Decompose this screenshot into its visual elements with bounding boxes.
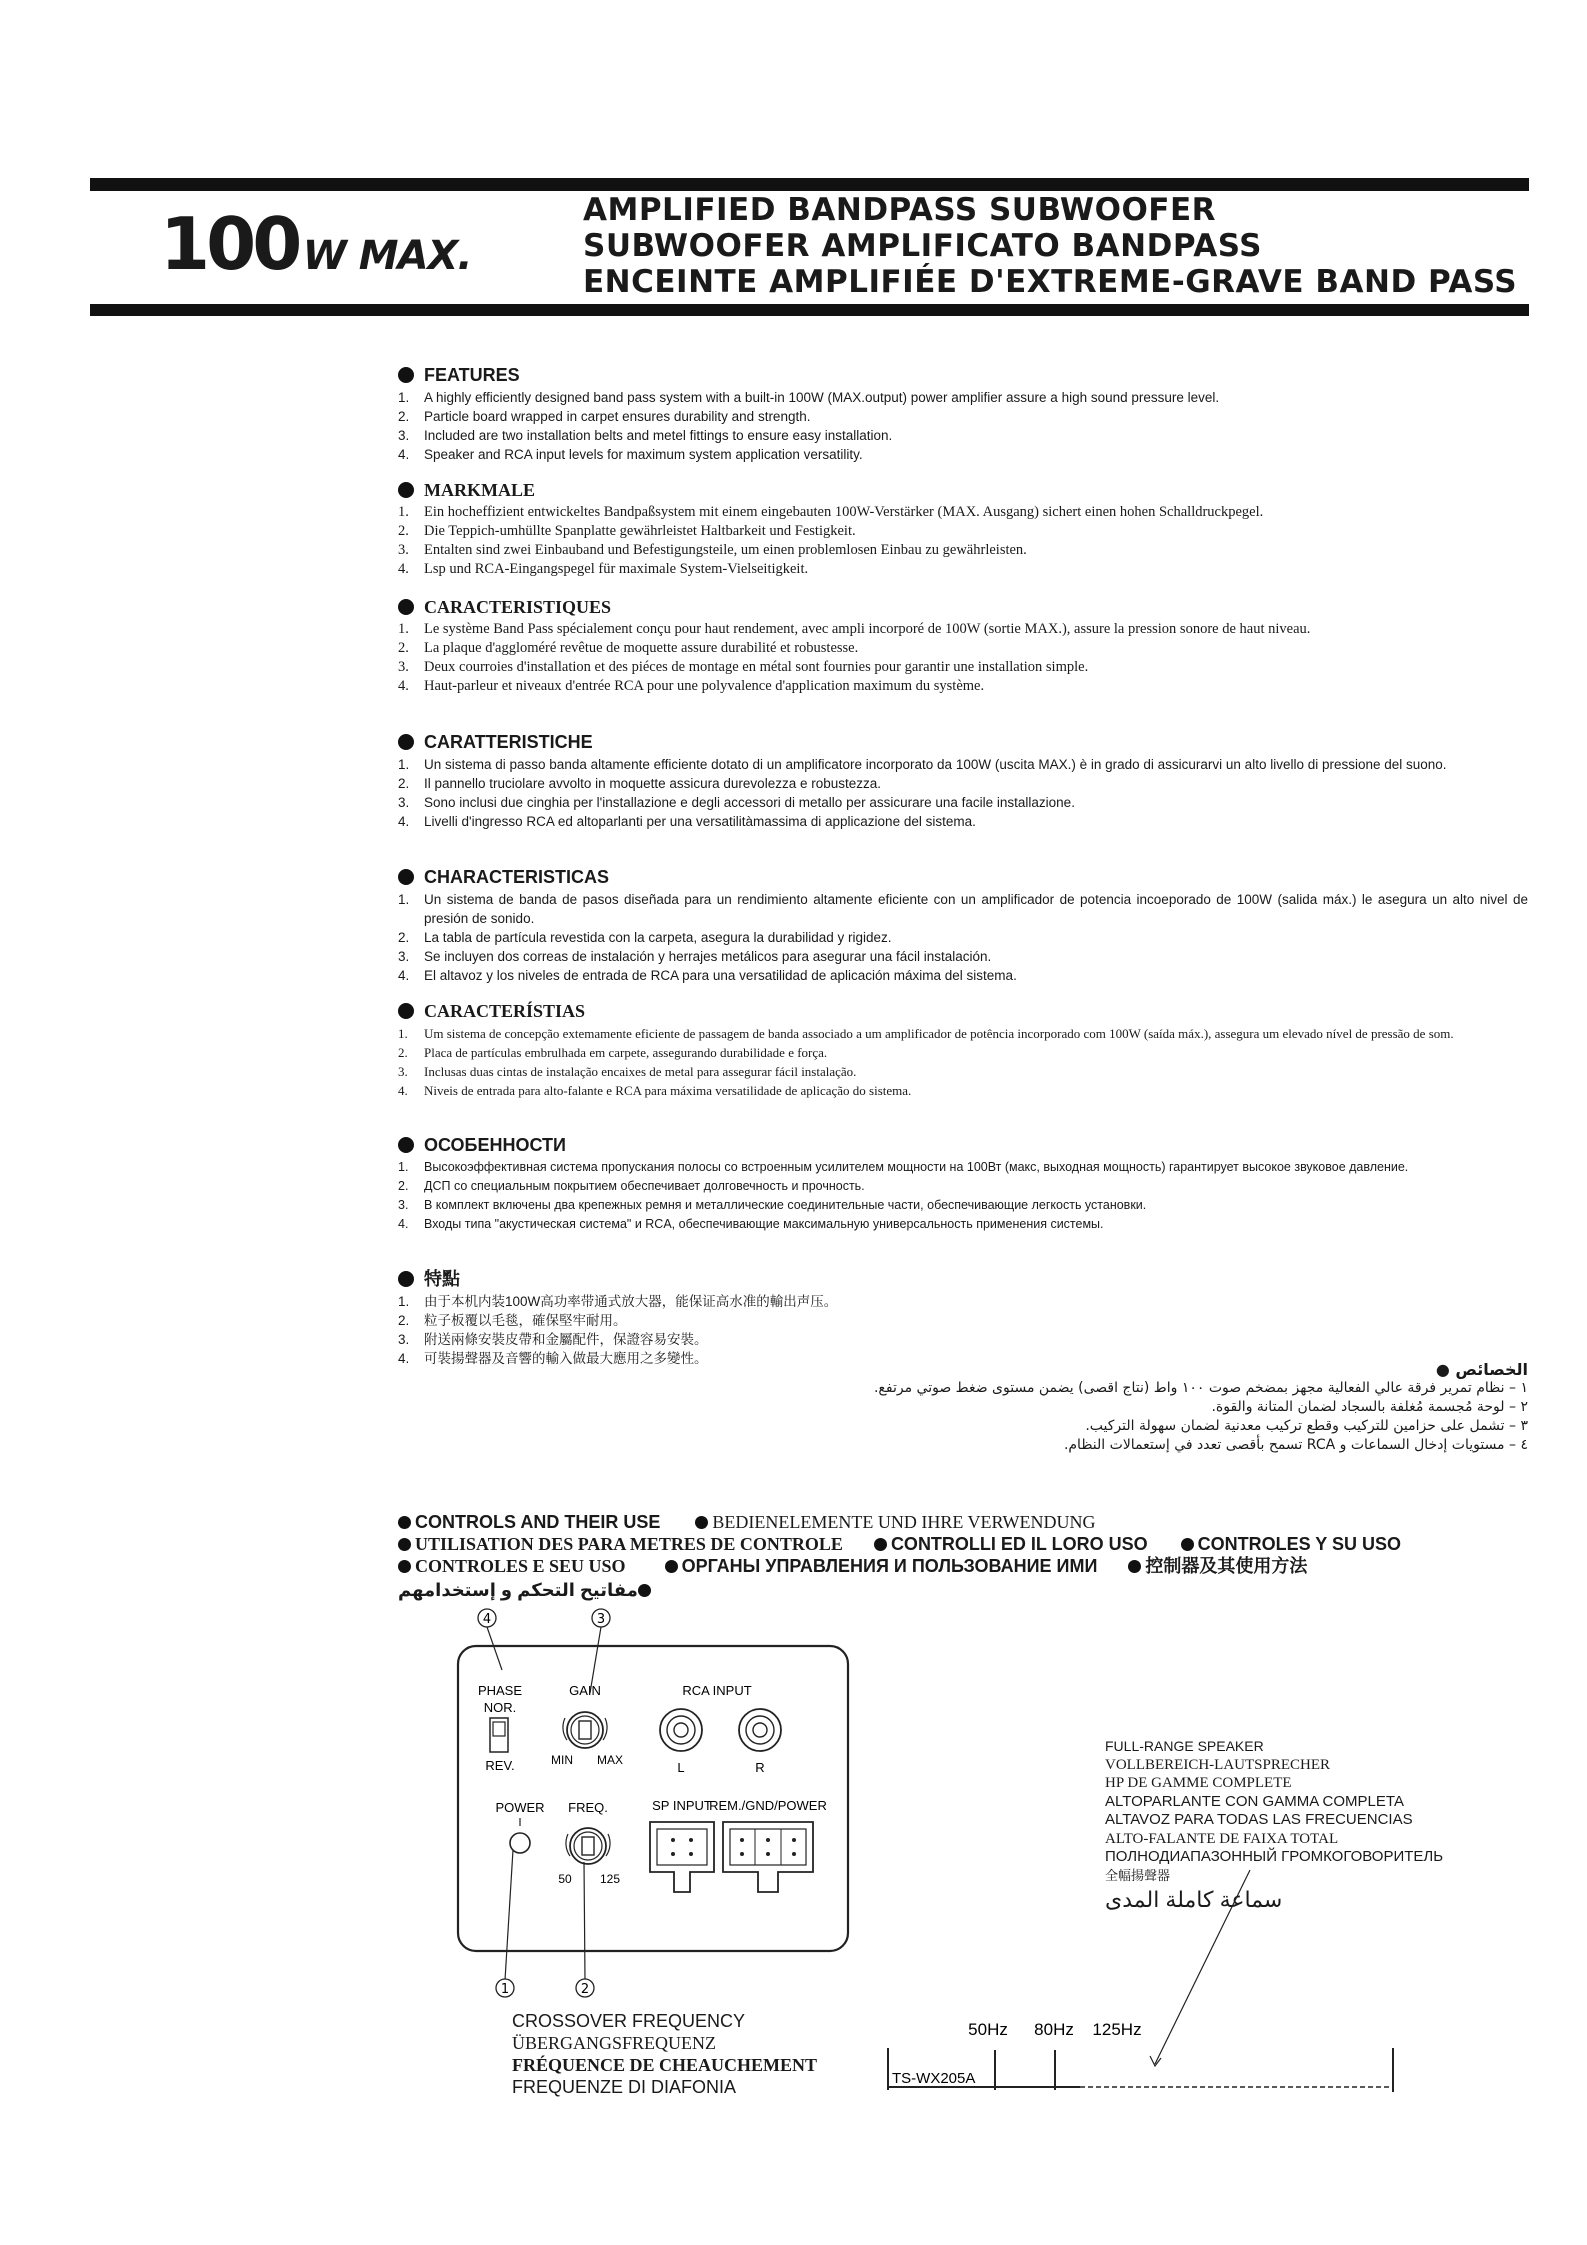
power-unit: W MAX. bbox=[302, 233, 472, 279]
crossover-line: FRÉQUENCE DE CHEAUCHEMENT bbox=[512, 2055, 818, 2075]
freq-125hz-label: 125Hz bbox=[1092, 2020, 1142, 2039]
list-item: 3. В комплект включены два крепежных ремня и металлические соединительные части, обеспечивающие легкость установки. bbox=[398, 1198, 1147, 1212]
list-item: 2. ДСП со специальным покрытием обеспечивает долговечность и прочность. bbox=[398, 1179, 865, 1193]
list-item: 1. 由于本机内装100W高功率带通式放大器，能保证高水准的輸出声压。 bbox=[398, 1294, 838, 1309]
legend-line: 全幅揚聲器 bbox=[1105, 1867, 1171, 1883]
freq-knob[interactable] bbox=[566, 1828, 610, 1864]
list-item: ٤ – مستويات إدخال السماعات و RCA تسمح بأقصى تعدد في إستعمالات النظام. bbox=[1063, 1437, 1528, 1453]
list-item: 4. Lsp und RCA-Eingangspegel für maximale System-Vielseitigkeit. bbox=[398, 561, 809, 577]
rca-input-label: RCA INPUT bbox=[682, 1683, 752, 1698]
callout-4 bbox=[478, 1609, 502, 1670]
list-item: 4. El altavoz y los niveles de entrada de RCA para una versatilidad de aplicación máxima del sistema. bbox=[398, 968, 1017, 983]
list-item: 2. Il pannello truciolare avvolto in moquette assicura durevolezza e robustezza. bbox=[398, 776, 882, 791]
callout-2 bbox=[576, 1862, 594, 1997]
legend-line: HP DE GAMME COMPLETE bbox=[1105, 1775, 1292, 1791]
list-item: 3. Inclusas duas cintas de instalação encaixes de metal para assegurar fácil instalação. bbox=[398, 1064, 857, 1079]
list-item: 3. 附送兩條安裝皮帶和金屬配件，保證容易安裝。 bbox=[398, 1332, 708, 1347]
section-heading: CARACTERISTIQUES bbox=[398, 596, 1528, 618]
gain-min-label: MIN bbox=[551, 1753, 573, 1767]
controls-heading: CONTROLLI ED IL LORO USO bbox=[890, 1534, 1148, 1554]
freq-label: FREQ. bbox=[568, 1800, 608, 1815]
section-markmale bbox=[398, 479, 1528, 579]
controls-heading: CONTROLS AND THEIR USE bbox=[415, 1512, 661, 1532]
rca-left-label: L bbox=[677, 1760, 685, 1775]
rev-label: REV. bbox=[485, 1758, 515, 1773]
list-item: 4. Входы типа "акустическая система" и RCA, обеспечивающие максимальную универсальность применения системы. bbox=[398, 1217, 1104, 1231]
svg-text:1: 1 bbox=[500, 1982, 510, 1997]
rca-right-label: R bbox=[755, 1760, 765, 1775]
list-item: 1. Un sistema de banda de pasos diseñada para un rendimiento altamente eficiente con un amplificador de potencia incoeporado de 100W (salida máx.) le asegura un alto nivel de presión de sonido. bbox=[398, 892, 1528, 926]
power-rating bbox=[160, 202, 472, 286]
callout-1 bbox=[496, 1850, 514, 1997]
list-item: 2. Placa de partículas embrulhada em carpete, assegurando durabilidade e força. bbox=[398, 1045, 828, 1060]
list-item: 3. Sono inclusi due cinghia per l'installazione e degli accessori di metallo per assicurare una facile installazione. bbox=[398, 795, 1075, 810]
list-item: 1. Высокоэффективная система пропускания полосы со встроенным усилителем мощности на 100Вт (макс, выходная мощность) гарантирует высокое звуковое давление. bbox=[398, 1160, 1409, 1174]
gain-label: GAIN bbox=[569, 1683, 601, 1698]
section-osobennosti bbox=[398, 1134, 1528, 1234]
gain-knob[interactable] bbox=[563, 1712, 607, 1748]
power-value: 100 bbox=[160, 202, 299, 286]
phase-switch-knob bbox=[493, 1722, 505, 1736]
controls-heading: UTILISATION DES PARA METRES DE CONTROLE bbox=[415, 1534, 843, 1554]
legend-line: ALTOPARLANTE CON GAMMA COMPLETA bbox=[1105, 1792, 1404, 1810]
svg-text:3: 3 bbox=[596, 1612, 606, 1627]
control-panel-diagram bbox=[440, 1600, 860, 2000]
title-french: ENCEINTE AMPLIFIÉE D'EXTREME-GRAVE BAND PASS bbox=[583, 264, 1518, 300]
section-caracteristiques bbox=[398, 596, 1528, 696]
section-features bbox=[398, 364, 1528, 464]
controls-heading-row-2 bbox=[398, 1533, 1431, 1555]
legend-line: ALTAVOZ PARA TODAS LAS FRECUENCIAS bbox=[1105, 1811, 1413, 1828]
section-heading: CHARACTERISTICAS bbox=[398, 866, 1528, 888]
section-heading: 特點 bbox=[398, 1268, 1528, 1290]
legend-line: FULL-RANGE SPEAKER bbox=[1105, 1738, 1264, 1754]
power-connector[interactable] bbox=[723, 1822, 813, 1892]
list-item: 4. Livelli d'ingresso RCA ed altoparlanti per una versatilitàmassima di applicazione del sistema. bbox=[398, 814, 976, 829]
callout-3 bbox=[590, 1609, 610, 1693]
section-caracteristias bbox=[398, 1000, 1528, 1100]
rca-jack-left[interactable] bbox=[660, 1709, 702, 1751]
controls-heading: مفاتيح التحكم و إستخدامهم bbox=[398, 1580, 638, 1600]
freq-80hz-label: 80Hz bbox=[1034, 2020, 1074, 2039]
svg-text:4: 4 bbox=[482, 1612, 492, 1627]
list-item: 4. Speaker and RCA input levels for maximum system application versatility. bbox=[398, 447, 863, 462]
crossover-line: FREQUENZE DI DIAFONIA bbox=[512, 2077, 737, 2097]
section-arabic bbox=[700, 1360, 1528, 1455]
list-item: 2. Particle board wrapped in carpet ensures durability and strength. bbox=[398, 409, 811, 424]
list-item: 3. Deux courroies d'installation et des piéces de montage en métal sont fournies pour garantir une installation simple. bbox=[398, 659, 1089, 675]
legend-line: ПОЛНОДИАПАЗОННЫЙ ГРОМКОГОВОРИТЕЛЬ bbox=[1105, 1848, 1444, 1865]
list-item: 2. 粒子板覆以毛毯，確保堅牢耐用。 bbox=[398, 1313, 627, 1328]
section-heading: الخصائص ● bbox=[1435, 1360, 1528, 1379]
frequency-scale bbox=[880, 1830, 1400, 2100]
title-italian: SUBWOOFER AMPLIFICATO BANDPASS bbox=[583, 228, 1262, 264]
section-heading: ОСОБЕННОСТИ bbox=[398, 1134, 1528, 1156]
section-caratteristiche bbox=[398, 731, 1528, 831]
list-item: 2. La plaque d'aggloméré revêtue de moquette assure durabilité et robustesse. bbox=[398, 640, 859, 656]
crossover-labels bbox=[512, 2010, 817, 2098]
section-heading: MARKMALE bbox=[398, 479, 1528, 501]
controls-heading: CONTROLES E SEU USO bbox=[415, 1556, 626, 1576]
list-item: 1. Un sistema di passo banda altamente efficiente dotato di un amplificatore incorporato da 100W (uscita MAX.) è in grado di assicurarvi un alto livello di pressione del suono. bbox=[398, 757, 1447, 772]
legend-line: سماعة كاملة المدى bbox=[1105, 1887, 1283, 1912]
legend-line: VOLLBEREICH-LAUTSPRECHER bbox=[1105, 1756, 1330, 1773]
header-bottom-rule bbox=[90, 304, 1529, 316]
sp-input-label: SP INPUT bbox=[652, 1798, 712, 1813]
power-label: POWER bbox=[495, 1800, 545, 1815]
list-item: 4. 可裝揚聲器及音響的輸入做最大應用之多變性。 bbox=[398, 1351, 708, 1366]
svg-text:2: 2 bbox=[580, 1982, 590, 1997]
header-top-rule bbox=[90, 178, 1529, 191]
section-heading: CARACTERÍSTIAS bbox=[398, 1000, 1528, 1022]
list-item: 1. Ein hocheffizient entwickeltes Bandpaßsystem mit einem eingebauten 100W-Verstärker (MAX. Ausgang) sichert einen hohen Schalldruckpegel. bbox=[398, 504, 1264, 520]
phase-label: PHASE bbox=[477, 1683, 523, 1698]
crossover-line: ÜBERGANGSFREQUENZ bbox=[512, 2033, 717, 2053]
list-item: 3. Included are two installation belts and metel fittings to ensure easy installation. bbox=[398, 428, 893, 443]
legend-line: ALTO-FALANTE DE FAIXA TOTAL bbox=[1105, 1830, 1339, 1847]
controls-heading-row-3 bbox=[398, 1555, 1337, 1577]
list-item: ٣ – تشمل على حزامين للتركيب وقطع تركيب معدنية لضمان سهولة التركيب. bbox=[1085, 1418, 1528, 1434]
nor-label: NOR. bbox=[483, 1700, 517, 1715]
crossover-line: CROSSOVER FREQUENCY bbox=[512, 2011, 746, 2031]
controls-heading: ОРГАНЫ УПРАВЛЕНИЯ И ПОЛЬЗОВАНИЕ ИМИ bbox=[681, 1556, 1098, 1576]
controls-heading-row-4 bbox=[398, 1579, 685, 1601]
title-english: AMPLIFIED BANDPASS SUBWOOFER bbox=[583, 192, 1217, 228]
model-label: TS-WX205A bbox=[892, 2070, 976, 2087]
list-item: 1. Le système Band Pass spécialement conçu pour haut rendement, avec ampli incorporé de 100W (sortie MAX.), assure la pression sonore de haut niveau. bbox=[398, 621, 1311, 637]
list-item: ١ – نظام تمرير فرقة عالي الفعالية مجهز بمضخم صوت ١٠٠ واط (نتاج اقصى) يضمن مستوى ضغط صوتي مرتفع. bbox=[873, 1380, 1528, 1396]
list-item: 4. Haut-parleur et niveaux d'entrée RCA pour une polyvalence d'application maximum du système. bbox=[398, 678, 985, 694]
list-item: ٢ – لوحة مُجسمة مُغلفة بالسجاد لضمان المتانة والقوة. bbox=[1211, 1399, 1528, 1415]
section-heading: CARATTERISTICHE bbox=[398, 731, 1528, 753]
freq-low-label: 50 bbox=[558, 1872, 572, 1886]
controls-heading: CONTROLES Y SU USO bbox=[1197, 1534, 1401, 1554]
list-item: 1. A highly efficiently designed band pass system with a built-in 100W (MAX.output) power amplifier assure a high sound pressure level. bbox=[398, 390, 1220, 405]
list-item: 3. Entalten sind zwei Einbauband und Befestigungsteile, um einen problemlosen Einbau zu gewährleisten. bbox=[398, 542, 1027, 558]
list-item: 3. Se incluyen dos correas de instalación y herrajes metálicos para asegurar una fácil instalación. bbox=[398, 949, 992, 964]
rem-gnd-power-label: REM./GND/POWER bbox=[709, 1798, 827, 1813]
rca-jack-right[interactable] bbox=[739, 1709, 781, 1751]
list-item: 1. Um sistema de concepção extemamente eficiente de passagem de banda associado a um amplificador de potência incorporado com 100W (saída máx.), assegura um elevado nível de pressão de som. bbox=[398, 1026, 1454, 1041]
section-chinese-features bbox=[398, 1268, 1528, 1368]
list-item: 2. Die Teppich-umhüllte Spanplatte gewährleistet Haltbarkeit und Festigkeit. bbox=[398, 523, 856, 539]
controls-heading: 控制器及其使用方法 bbox=[1145, 1556, 1308, 1576]
section-heading: FEATURES bbox=[398, 364, 1528, 386]
controls-heading: BEDIENELEMENTE UND IHRE VERWENDUNG bbox=[712, 1512, 1096, 1532]
sp-input-connector[interactable] bbox=[650, 1822, 714, 1892]
section-characteristicas bbox=[398, 866, 1528, 985]
gain-max-label: MAX bbox=[596, 1753, 624, 1767]
list-item: 2. La tabla de partícula revestida con la carpeta, asegura la durabilidad y rigidez. bbox=[398, 930, 892, 945]
controls-heading-row-1 bbox=[398, 1511, 1125, 1533]
freq-high-label: 125 bbox=[599, 1872, 621, 1886]
freq-50hz-label: 50Hz bbox=[968, 2020, 1008, 2039]
legend-pointer bbox=[1155, 1870, 1250, 2064]
list-item: 4. Niveis de entrada para alto-falante e RCA para máxima versatilidade de aplicação do sistema. bbox=[398, 1083, 912, 1098]
